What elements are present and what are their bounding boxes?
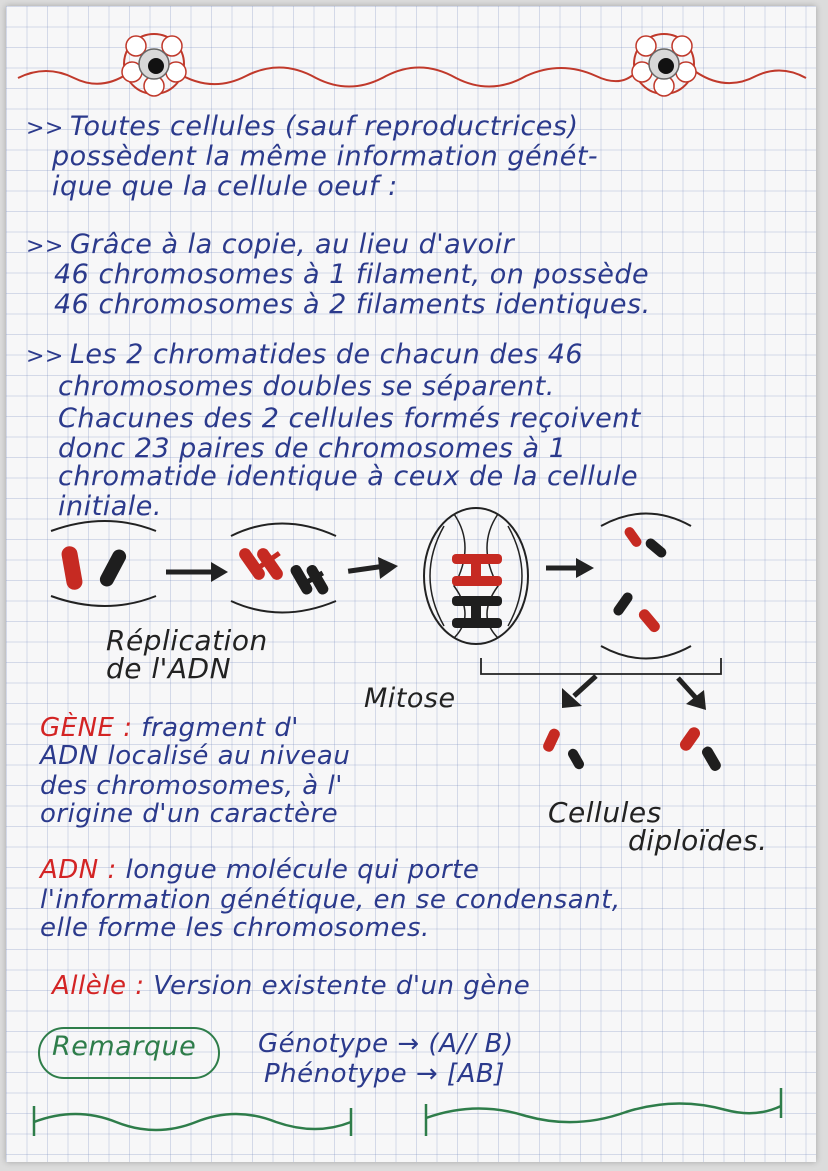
allele-text: Version existente d'un gène — [153, 971, 531, 1001]
label-replication: Réplication — [106, 624, 268, 657]
label-cells: Cellules — [548, 796, 662, 829]
phenotype-line: Phénotype → [AB] — [264, 1059, 505, 1089]
paragraph-3-line-3: Chacunes des 2 cellules formés reçoivent — [58, 403, 641, 434]
gene-text: fragment d' — [141, 713, 299, 743]
label-mitose: Mitose — [364, 683, 456, 714]
bullet-marker: >> — [26, 116, 64, 141]
adn-definition-line-3: elle forme les chromosomes. — [40, 913, 430, 943]
paragraph-2-line-2: 46 chromosomes à 1 filament, on possède — [54, 259, 650, 290]
text: Les 2 chromatides de chacun des 46 — [69, 339, 584, 370]
genotype-line: Génotype → (A// B) — [258, 1029, 514, 1059]
paragraph-2-line-3: 46 chromosomes à 2 filaments identiques. — [54, 289, 651, 320]
paragraph-1-line-3: ique que la cellule oeuf : — [52, 171, 398, 202]
text: Grâce à la copie, au lieu d'avoir — [69, 229, 515, 260]
bullet-marker: >> — [26, 344, 64, 369]
gene-term: GÈNE : — [40, 713, 133, 743]
paragraph-3-line-6: initiale. — [58, 491, 162, 522]
adn-text: longue molécule qui porte — [125, 855, 480, 885]
paragraph-3-line-2: chromosomes doubles se séparent. — [58, 371, 555, 402]
paragraph-3-line-5: chromatide identique à ceux de la cellule — [58, 461, 639, 492]
gene-definition-line-4: origine d'un caractère — [40, 799, 339, 829]
label-cells-line-2: diploïdes. — [628, 824, 768, 857]
gene-definition-line-3: des chromosomes, à l' — [40, 771, 343, 801]
text: Toutes cellules (sauf reproductrices) — [69, 111, 579, 142]
label-replication-line-2: de l'ADN — [106, 652, 232, 685]
notebook-page — [6, 6, 816, 1162]
gene-definition-line-2: ADN localisé au niveau — [40, 741, 351, 771]
adn-definition-line-2: l'information génétique, en se condensant, — [40, 885, 621, 915]
adn-term: ADN : — [40, 855, 117, 885]
bottom-decoration — [6, 6, 816, 1162]
allele-term: Allèle : — [52, 971, 145, 1001]
paragraph-3-line-4: donc 23 paires de chromosomes à 1 — [58, 433, 567, 464]
remark-label: Remarque — [52, 1031, 197, 1062]
paragraph-1-line-2: possèdent la même information génét- — [52, 141, 599, 172]
bullet-marker: >> — [26, 234, 64, 259]
